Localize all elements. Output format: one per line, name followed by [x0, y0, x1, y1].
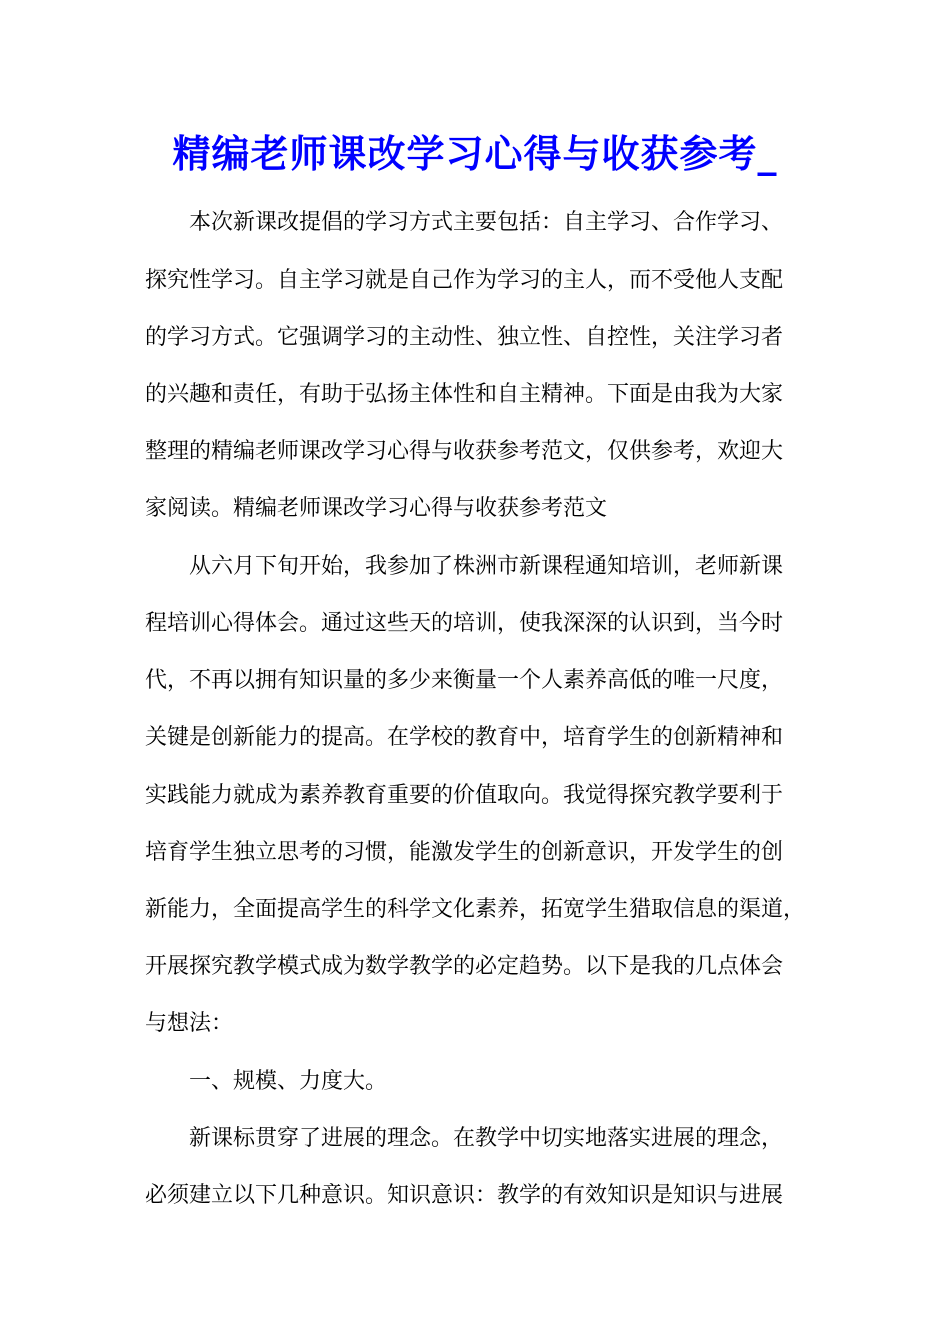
- document-title: 精编老师课改学习心得与收获参考_: [172, 131, 778, 176]
- paragraph-line: 开展探究教学模式成为数学教学的必定趋势。以下是我的几点体会: [145, 954, 784, 979]
- paragraph-line: 代，不再以拥有知识量的多少来衡量一个人素养高低的唯一尺度，: [145, 668, 784, 693]
- paragraph-line: 与想法：: [145, 1011, 234, 1036]
- paragraph-line: 关键是创新能力的提高。在学校的教育中，培育学生的创新精神和: [145, 725, 784, 750]
- paragraph-line: 新课标贯穿了进展的理念。在教学中切实地落实进展的理念，: [189, 1126, 784, 1151]
- paragraph-line: 的兴趣和责任，有助于弘扬主体性和自主精神。下面是由我为大家: [145, 382, 784, 407]
- paragraph-line: 程培训心得体会。通过这些天的培训，使我深深的认识到，当今时: [145, 611, 784, 636]
- paragraph-line: 探究性学习。自主学习就是自己作为学习的主人，而不受他人支配: [145, 268, 784, 293]
- paragraph-line: 的学习方式。它强调学习的主动性、独立性、自控性，关注学习者: [145, 325, 784, 350]
- paragraph-line: 实践能力就成为素养教育重要的价值取向。我觉得探究教学要利于: [145, 783, 784, 808]
- paragraph-line: 家阅读。精编老师课改学习心得与收获参考范文: [145, 496, 608, 521]
- paragraph-line: 从六月下旬开始，我参加了株洲市新课程通知培训，老师新课: [189, 554, 784, 579]
- paragraph-line: 培育学生独立思考的习惯，能激发学生的创新意识，开发学生的创: [145, 840, 784, 865]
- paragraph-line: 必须建立以下几种意识。知识意识：教学的有效知识是知识与进展: [145, 1183, 784, 1208]
- paragraph-line: 新能力，全面提高学生的科学文化素养，拓宽学生猎取信息的渠道，: [145, 897, 806, 922]
- section-heading: 一、规模、力度大。: [189, 1069, 388, 1094]
- paragraph-line: 本次新课改提倡的学习方式主要包括：自主学习、合作学习、: [189, 210, 784, 235]
- paragraph-line: 整理的精编老师课改学习心得与收获参考范文，仅供参考，欢迎大: [145, 439, 784, 464]
